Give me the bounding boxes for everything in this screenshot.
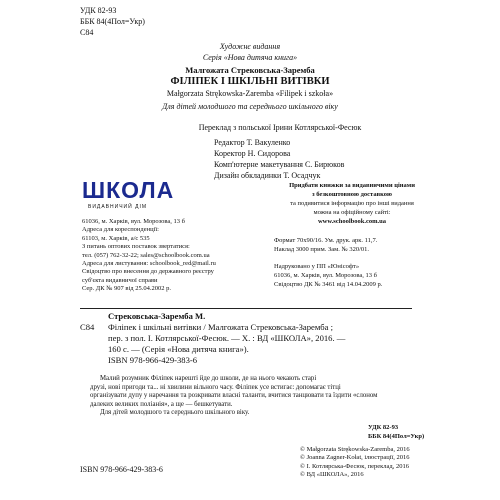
copyright-line: © Joanna Zagner-Kołat, ілюстрації, 2016	[300, 454, 410, 462]
buy-info	[262, 181, 442, 226]
publisher-line: Свідоцтво про внесення до державного реєстру	[82, 268, 214, 276]
layout-credit: Комп'ютерне макетування С. Бирюков	[214, 160, 345, 169]
buy-line: можна на офіційному сайті:	[313, 209, 391, 216]
audience: Для дітей молодшого та середнього шкільного віку	[162, 102, 338, 111]
publisher-line: З питань оптових поставок звертатися:	[82, 243, 190, 251]
publisher-line: тел. (057) 762-32-22; sales@schoolbook.com.ua	[82, 251, 210, 259]
annotation-line: Малий розумник Філіпек нарешті йде до школи, де на нього чекають старі	[100, 375, 317, 382]
printed-line: Свідоцтво ДК № 3461 від 14.04.2009 р.	[274, 281, 383, 288]
publisher-line: суб'єкта видавничої справи	[82, 276, 158, 284]
annotation-line: організувати дупу у наречання та розкривати власні таланти, вчитися танцювати та їздити «слоном	[90, 392, 378, 400]
printed-line: Надруковано у ПП «Юнісофт»	[274, 263, 360, 270]
catalog-line: 160 с. — (Серія «Нова дитяча книга»).	[108, 344, 249, 354]
printed-info	[274, 262, 382, 289]
copyright-line: © Małgorzata Strękowska-Zaremba, 2016	[300, 446, 410, 453]
publisher-line: Сер. ДК № 907 від 25.04.2002 р.	[82, 285, 171, 293]
print-run: Наклад 3000 прим. Зам. № 320/01.	[274, 246, 370, 253]
annotation	[90, 375, 377, 418]
logo-subtitle: ВИДАВНИЧИЙ ДІМ	[88, 204, 148, 210]
genre: Художнє видання	[219, 42, 281, 51]
catalog-author: Стрековська-Заремба М.	[108, 311, 206, 321]
divider	[80, 308, 412, 309]
buy-line: та подивитися інформацію про інші видання	[290, 200, 414, 207]
copyrights	[300, 446, 410, 480]
original-title: Małgorzata Strękowska-Zaremba «Filipek i szkoła»	[166, 89, 334, 98]
copyright-line: © ВД «ШКОЛА», 2016	[300, 471, 364, 479]
annotation-line: далеких великих поліанія», а ще — бешкетувати.	[90, 400, 233, 408]
translation: Переклад з польської Ірини Котлярської-Фесюк	[198, 123, 362, 132]
udc: УДК 82-93	[80, 6, 117, 15]
book-title: ФІЛІПЕК І ШКІЛЬНІ ВИТІВКИ	[170, 76, 330, 87]
isbn-bottom: ISBN 978-966-429-383-6	[80, 465, 163, 474]
bottom-bbk: ББК 84(4Пол=Укр)	[368, 433, 425, 440]
proofreader: Коректор Н. Сидорова	[214, 149, 291, 158]
catalog-line: пер. з пол. І. Котлярської-Фесюк. — Х. : ВД «ШКОЛА», 2016. —	[108, 333, 346, 343]
catalog-isbn: ISBN 978-966-429-383-6	[108, 355, 198, 365]
publisher-line: 61103, м. Харків, а/с 535	[82, 234, 150, 242]
publisher-line: Адреса для кореспонденції:	[82, 226, 159, 234]
cover-design: Дизайн обкладинки Т. Осадчук	[214, 171, 321, 180]
format: Формат 70x90/16. Ум. друк. арк. 11,7.	[274, 237, 378, 244]
catalog-line: Філіпек і шкільні витівки / Малгожата Стрековська-Заремба ;	[108, 322, 334, 332]
annotation-line: друзі, нові пригоди та... ні хвилини вільного часу. Філіпек усе встигає: допомагає тітці	[90, 383, 341, 391]
publisher-line: 61036, м. Харків, вул. Морозова, 13 б	[82, 218, 185, 225]
bbk: ББК 84(4Пол=Укр)	[80, 17, 145, 26]
buy-line: Придбати книжки за видавничими цінами	[289, 182, 415, 189]
printed-line: 61036, м. Харків, вул. Морозова, 13 б	[274, 272, 377, 279]
buy-website: www.schoolbook.com.ua	[317, 218, 387, 225]
editor: Редактор Т. Вакуленко	[214, 138, 291, 147]
publisher-details	[82, 218, 216, 294]
catalog-mark: С84	[80, 322, 95, 332]
author-mark: С84	[80, 28, 94, 37]
copyright-line: © І. Котлярська-Фесюк, переклад, 2016	[300, 462, 409, 470]
author: Малгожата Стрековська-Заремба	[185, 65, 315, 75]
buy-line: з безкоштовною доставкою	[312, 191, 392, 198]
publisher-line: Адреса для листування: schoolbook_red@mail.ru	[82, 260, 216, 268]
annotation-line: Для дітей молодшого та середнього шкільного віку.	[100, 409, 250, 417]
logo-wordmark: ШКОЛА	[82, 177, 175, 203]
bottom-udc: УДК 82-93	[368, 424, 399, 431]
series: Серія «Нова дитяча книга»	[202, 53, 298, 62]
publisher-logo	[82, 177, 175, 210]
